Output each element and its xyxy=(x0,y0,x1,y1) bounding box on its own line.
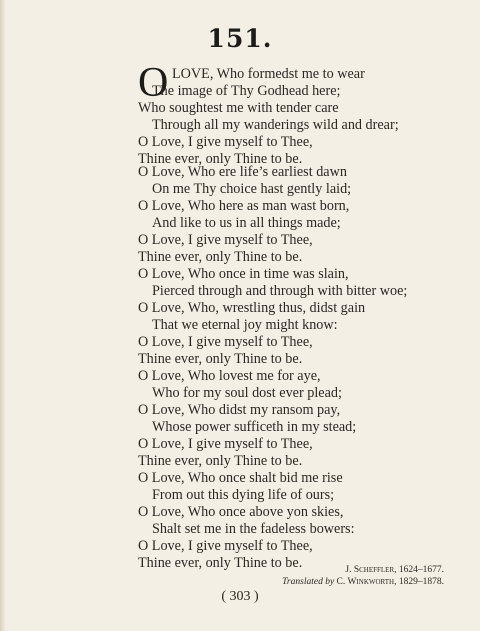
poem-line: O Love, Who ere life’s earliest dawn xyxy=(138,164,347,180)
poem-line: Through all my wanderings wild and drear; xyxy=(152,117,399,133)
poem-line: And like to us in all things made; xyxy=(152,215,341,231)
first-line xyxy=(172,66,365,83)
poem-line: O Love, Who once in time was slain, xyxy=(138,266,349,282)
poem-line: O Love, Who didst my ransom pay, xyxy=(138,402,341,418)
poem-line: On me Thy choice hast gently laid; xyxy=(152,181,352,197)
poem-line: Thine ever, only Thine to be. xyxy=(138,151,303,167)
poem-line: O Love, I give myself to Thee, xyxy=(138,134,313,150)
poem-line: Whose power sufficeth in my stead; xyxy=(152,419,357,435)
poem-line: That we eternal joy might know: xyxy=(152,317,338,333)
poem-line: O Love, I give myself to Thee, xyxy=(138,436,313,452)
page-number: ( 303 ) xyxy=(221,589,259,604)
drop-cap: O xyxy=(138,60,169,106)
poem-line: Shalt set me in the fadeless bowers: xyxy=(152,521,355,537)
poem-line: Who soughtest me with tender care xyxy=(138,100,339,116)
poem-line: O Love, Who once shalt bid me rise xyxy=(138,470,343,486)
poem-line: Thine ever, only Thine to be. xyxy=(138,351,303,367)
first-word: LOVE, xyxy=(172,66,214,82)
poem-line: Thine ever, only Thine to be. xyxy=(138,453,303,469)
poem-line: O Love, I give myself to Thee, xyxy=(138,334,313,350)
translator-dates: 1829–1878. xyxy=(396,577,444,587)
hymn-number: 151. xyxy=(207,24,273,53)
poem-line: O Love, Who here as man wast born, xyxy=(138,198,350,214)
poem-line: Thine ever, only Thine to be. xyxy=(138,555,303,571)
poem-line: O Love, Who, wrestling thus, didst gain xyxy=(138,300,366,316)
poem-line: Who for my soul dost ever plead; xyxy=(152,385,342,401)
first-line-rest: Who formedst me to wear xyxy=(213,66,365,82)
poem-line: Thine ever, only Thine to be. xyxy=(138,249,303,265)
poem-line: From out this dying life of ours; xyxy=(152,487,335,503)
author-attribution xyxy=(0,565,444,575)
translator-name: C. Winkworth, xyxy=(334,577,397,587)
page-edge-shadow xyxy=(0,0,6,631)
translator-attribution xyxy=(0,577,444,587)
author-dates: 1624–1677. xyxy=(396,565,444,575)
translated-by-label: Translated by xyxy=(282,577,335,587)
poem-line: The image of Thy Godhead here; xyxy=(152,83,341,99)
author-name: J. Scheffler, xyxy=(345,565,397,575)
poem-line: Pierced through and through with bitter woe; xyxy=(152,283,408,299)
poem-line: O Love, I give myself to Thee, xyxy=(138,538,313,554)
poem-line: O Love, Who lovest me for aye, xyxy=(138,368,321,384)
poem-line: O Love, Who once above yon skies, xyxy=(138,504,344,520)
poem-line: O Love, I give myself to Thee, xyxy=(138,232,313,248)
